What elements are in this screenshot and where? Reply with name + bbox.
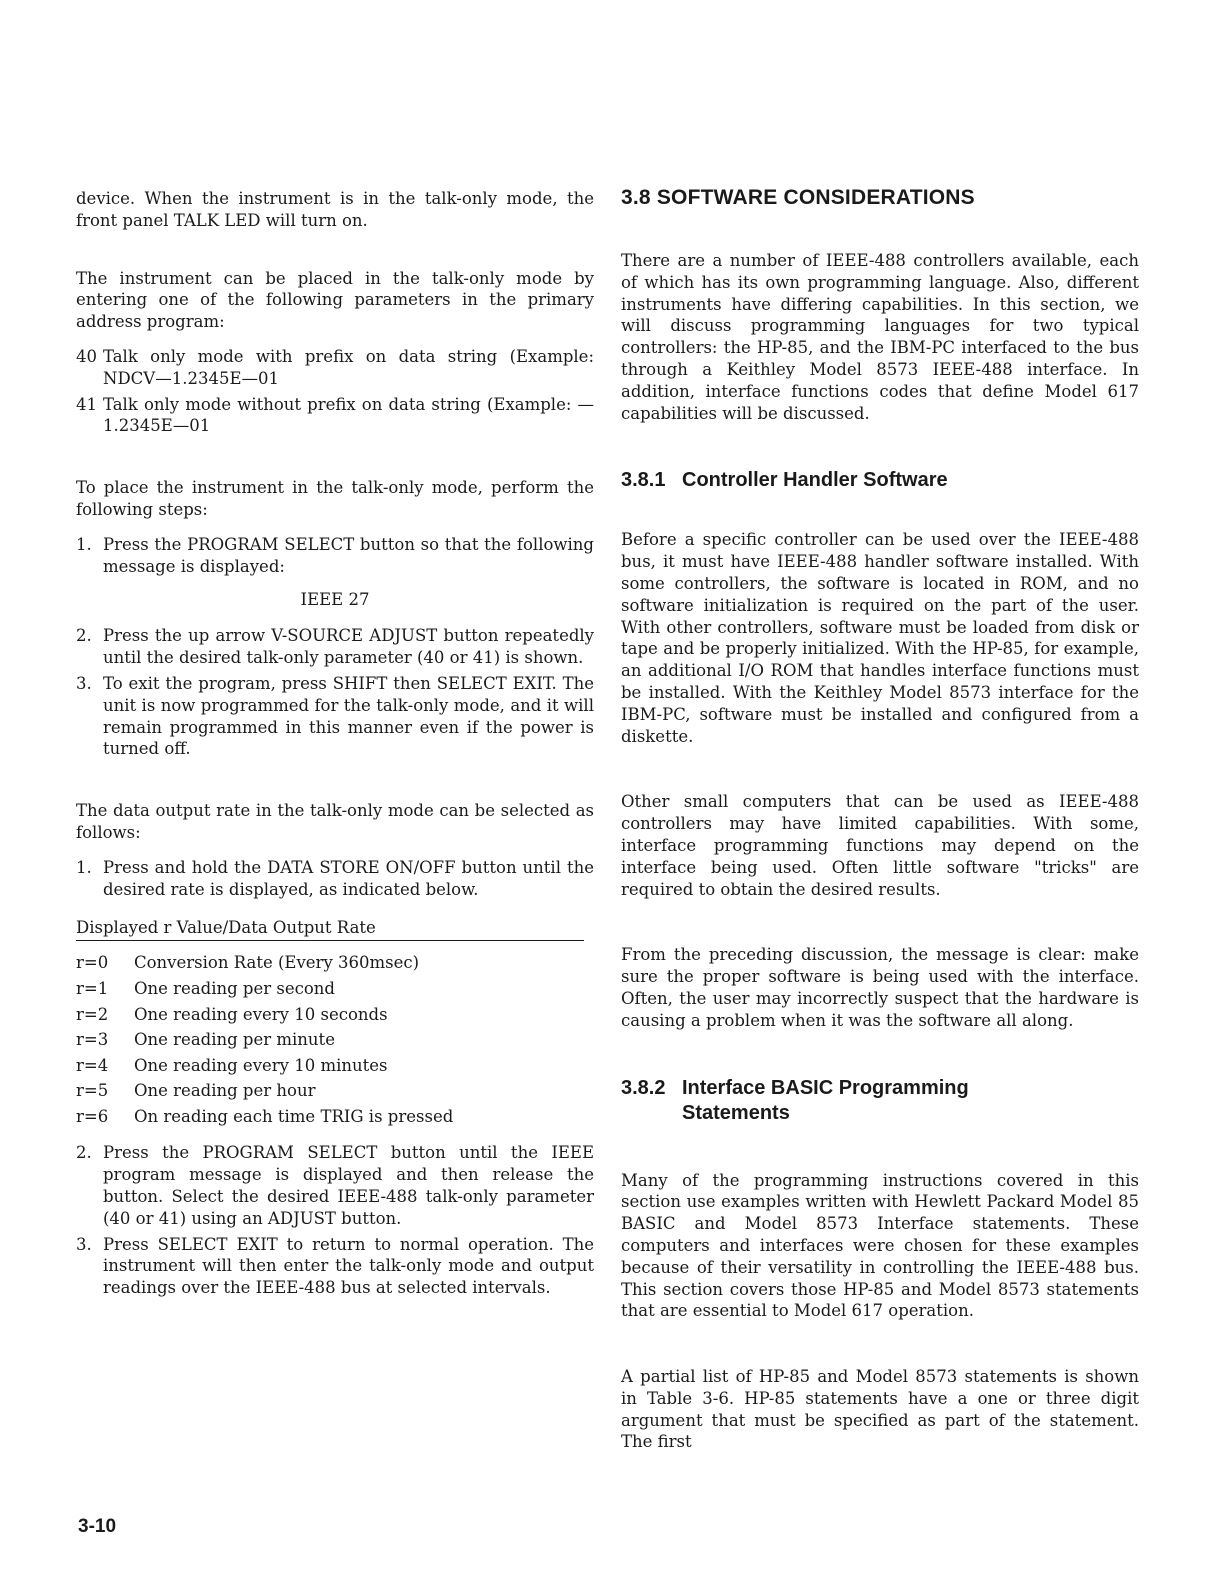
rate-value: One reading per minute <box>134 1030 335 1050</box>
page-number: 3-10 <box>78 1516 117 1537</box>
talk-only-paragraph: The instrument can be placed in the talk-only mode by entering one of the following parameters in the primary address program: <box>76 268 594 332</box>
rate-key: r=1 <box>76 978 109 998</box>
rate-row <box>76 1053 594 1079</box>
list-item-number: 1. <box>76 534 92 554</box>
parameter-item <box>76 394 594 438</box>
right-column <box>621 186 1139 1453</box>
list-item-number: 3. <box>76 673 92 693</box>
rate-table-title: Displayed r Value/Data Output Rate <box>76 917 584 941</box>
step-item <box>76 673 594 760</box>
output-rate-paragraph: The data output rate in the talk-only mode can be selected as follows: <box>76 801 594 842</box>
handler-software-paragraph: Before a specific controller can be used over the IEEE-488 bus, it must have IEEE-488 handler software installed. With some controllers, the software is located in ROM, and no software initialization is required on the part of the user. With other controllers, software must be loaded from disk or tape and be properly initialized. With the HP-85, for example, an additional I/O ROM that handles interface functions must be installed. With the Keithley Model 8573 interface for the IBM-PC, software must be installed and configured from a diskette. <box>621 530 1139 746</box>
partial-list-paragraph: A partial list of HP-85 and Model 8573 statements is shown in Table 3-6. HP-85 statements have a one or three digit argument that must be specified as part of the statement. The first <box>621 1367 1139 1452</box>
rate-value: One reading per hour <box>134 1081 316 1101</box>
rate-value: One reading every 10 seconds <box>134 1004 388 1024</box>
rate-value: On reading each time TRIG is pressed <box>134 1106 454 1126</box>
section-heading-3-8-1 <box>621 468 1139 493</box>
parameter-item <box>76 346 594 390</box>
heading-text-line-1: Interface BASIC Programming <box>682 1076 969 1099</box>
display-message: IEEE 27 <box>300 590 370 610</box>
section-heading-3-8-2 <box>621 1076 1139 1126</box>
rate-row <box>76 976 594 1002</box>
rate-value: One reading every 10 minutes <box>134 1055 388 1075</box>
list-item-text: Press SELECT EXIT to return to normal operation. The instrument will then enter the talk-only mode and output readings over the IEEE-488 bus at selected intervals. <box>103 1234 594 1298</box>
list-item-text: Press and hold the DATA STORE ON/OFF button until the desired rate is displayed, as indicated below. <box>103 857 594 899</box>
steps-list-continued <box>76 625 594 760</box>
list-item-number: 2. <box>76 626 92 646</box>
rate-row <box>76 1002 594 1028</box>
rate-steps-list <box>76 857 594 901</box>
rate-key: r=5 <box>76 1081 109 1101</box>
rate-value: Conversion Rate (Every 360msec) <box>134 953 420 973</box>
section-heading-3-8: 3.8 SOFTWARE CONSIDERATIONS <box>621 186 975 209</box>
list-item-text: Press the PROGRAM SELECT button until the IEEE program message is displayed and then release the button. Select the desired IEEE-488 talk-only parameter (40 or 41) using an ADJUST button. <box>103 1143 594 1228</box>
left-column <box>76 188 594 1303</box>
parameter-list <box>76 346 594 437</box>
list-item-text: Press the up arrow V-SOURCE ADJUST button repeatedly until the desired talk-only parameter (40 or 41) is shown. <box>103 626 594 668</box>
rate-table <box>76 950 594 1129</box>
step-item <box>76 534 594 578</box>
programming-instructions-paragraph: Many of the programming instructions covered in this section use examples written with Hewlett Packard Model 85 BASIC and Model 8573 Interface statements. These computers and interfaces were chosen for these examples because of their versatility in controlling the IEEE-488 bus. This section covers those HP-85 and Model 8573 statements that are essential to Model 617 operation. <box>621 1170 1139 1321</box>
step-item <box>76 625 594 669</box>
list-item-number: 1. <box>76 857 92 877</box>
preceding-discussion-paragraph: From the preceding discussion, the message is clear: make sure the proper software is being used with the interface. Often, the user may incorrectly suspect that the hardware is causing a problem when it was the software all along. <box>621 945 1139 1030</box>
heading-number: 3.8.1 <box>621 469 666 492</box>
rate-key: r=2 <box>76 1004 109 1024</box>
heading-text: Controller Handler Software <box>682 469 948 492</box>
step-item <box>76 1234 594 1299</box>
steps-intro-paragraph: To place the instrument in the talk-only mode, perform the following steps: <box>76 478 594 519</box>
intro-paragraph: device. When the instrument is in the talk-only mode, the front panel TALK LED will turn on. <box>76 189 594 230</box>
step-item <box>76 857 594 901</box>
step-item <box>76 1142 594 1229</box>
list-item-number: 2. <box>76 1143 92 1163</box>
list-item-text: Talk only mode with prefix on data string (Example: NDCV—1.2345E—01 <box>103 346 594 388</box>
heading-number: 3.8.2 <box>621 1076 666 1099</box>
steps-list <box>76 534 594 578</box>
rate-value: One reading per second <box>134 978 335 998</box>
list-item-number: 3. <box>76 1234 92 1254</box>
rate-key: r=3 <box>76 1030 109 1050</box>
list-item-number: 41 <box>76 394 97 414</box>
rate-row <box>76 1027 594 1053</box>
list-item-text: To exit the program, press SHIFT then SELECT EXIT. The unit is now programmed for the talk-only mode, and it will remain programmed in this manner even if the power is turned off. <box>103 673 594 759</box>
list-item-text: Talk only mode without prefix on data string (Example: —1.2345E—01 <box>103 394 594 436</box>
heading-text-line-2: Statements <box>682 1101 790 1124</box>
rate-steps-list-continued <box>76 1142 594 1299</box>
software-considerations-paragraph: There are a number of IEEE-488 controllers available, each of which has its own programming language. Also, different instruments have differing capabilities. In this section, we will discuss programming languages for two typical controllers: the HP-85, and the IBM-PC interfaced to the bus through a Keithley Model 8573 IEEE-488 interface. In addition, interface functions codes that define Model 617 capabilities will be discussed. <box>621 251 1139 423</box>
rate-key: r=0 <box>76 953 109 973</box>
list-item-text: Press the PROGRAM SELECT button so that the following message is displayed: <box>103 534 594 576</box>
small-computers-paragraph: Other small computers that can be used as IEEE-488 controllers may have limited capabilities. With some, interface programming functions may depend on the interface being used. Often little software "tricks" are required to obtain the desired results. <box>621 792 1139 899</box>
rate-key: r=6 <box>76 1106 109 1126</box>
rate-row <box>76 1104 594 1130</box>
list-item-number: 40 <box>76 346 97 366</box>
rate-row <box>76 1078 594 1104</box>
rate-key: r=4 <box>76 1055 109 1075</box>
rate-row <box>76 950 594 976</box>
